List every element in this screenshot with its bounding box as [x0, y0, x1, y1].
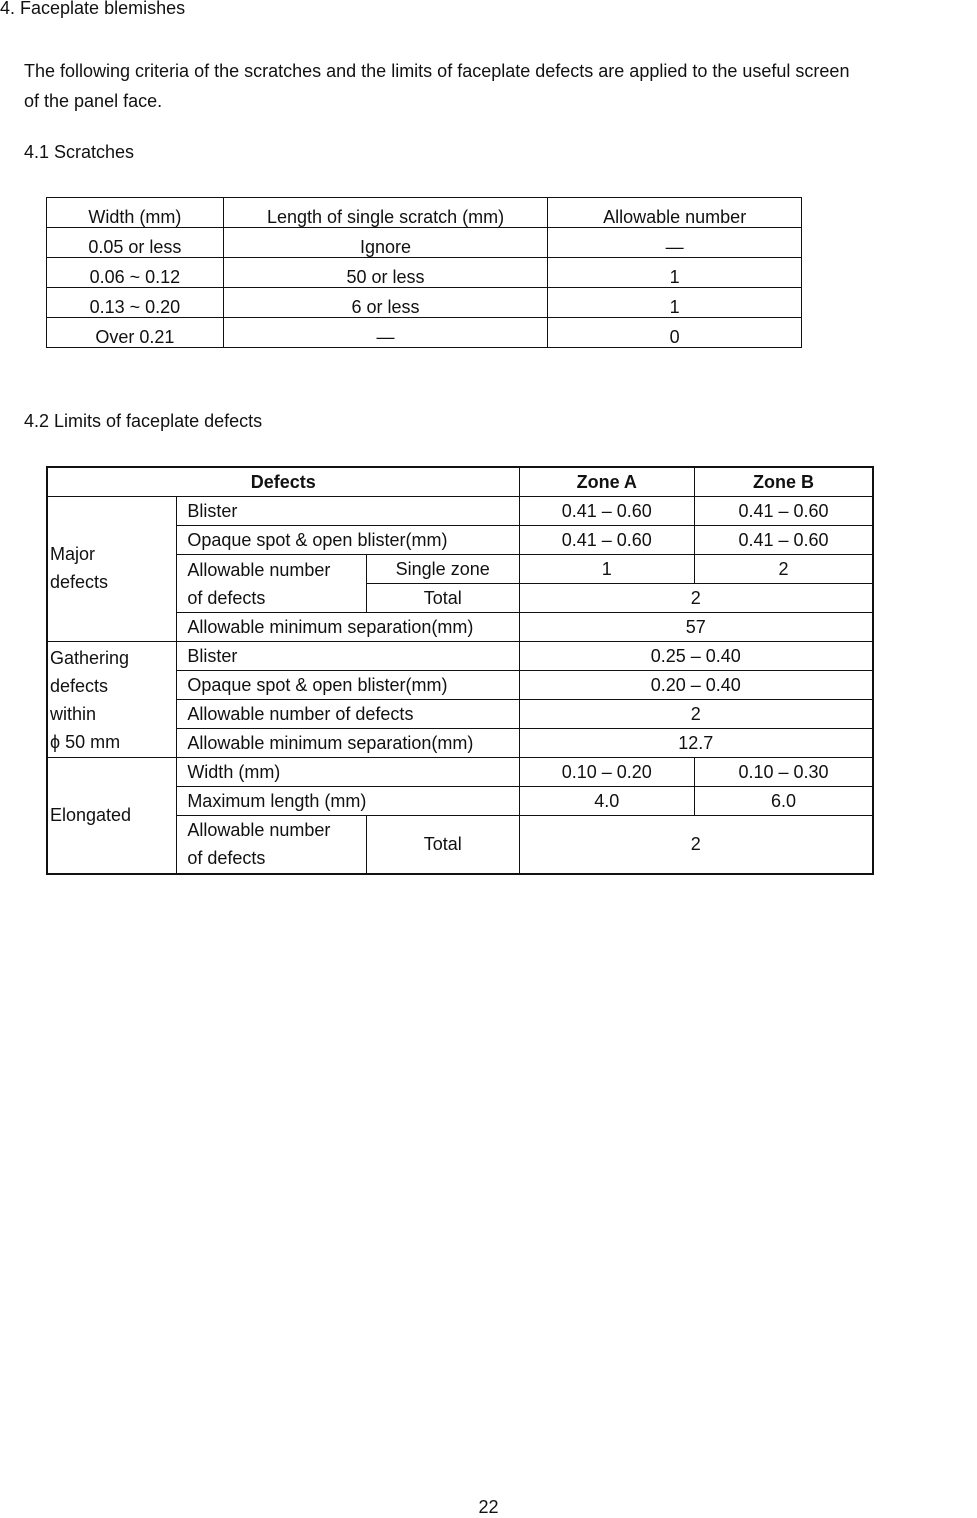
sub-label: Total: [366, 584, 519, 613]
table-cell: 1: [548, 288, 802, 318]
table-header-row: [47, 467, 873, 497]
table-cell: —: [548, 228, 802, 258]
table-cell: 6.0: [694, 787, 873, 816]
scratches-subheading: 4.1 Scratches: [24, 142, 135, 162]
table-cell: 1: [519, 555, 694, 584]
table-row: [47, 288, 802, 318]
table-cell: Over 0.21: [47, 318, 224, 348]
table-cell: 6 or less: [223, 288, 548, 318]
table-cell: 2: [519, 700, 873, 729]
group-elongated: Elongated: [47, 758, 177, 874]
row-label: Width (mm): [177, 758, 519, 787]
table-cell: 0.41 – 0.60: [519, 526, 694, 555]
table-cell: 2: [694, 555, 873, 584]
table-cell: —: [223, 318, 548, 348]
group-label-line: Major: [50, 543, 96, 564]
table-cell: 1: [548, 258, 802, 288]
table-cell: 4.0: [519, 787, 694, 816]
defects-table: [46, 466, 874, 875]
table-cell: 0.25 – 0.40: [519, 642, 873, 671]
header-zone-b: Zone B: [694, 467, 873, 497]
table-cell: 57: [519, 613, 873, 642]
group-label-line: Gathering: [50, 647, 130, 668]
defects-subheading: 4.2 Limits of faceplate defects: [24, 411, 263, 431]
group-label-line: defects: [50, 675, 109, 696]
scratches-table: [46, 197, 802, 348]
intro-line-2: of the panel face.: [24, 91, 163, 111]
row-label: Blister: [177, 497, 519, 526]
row-label: Blister: [177, 642, 519, 671]
row-label: Allowable minimum separation(mm): [177, 729, 519, 758]
group-label-line: defects: [50, 571, 109, 592]
table-row: [47, 258, 802, 288]
label-line: of defects: [187, 587, 266, 608]
table-row: [47, 758, 873, 787]
label-line: Allowable number: [187, 820, 331, 841]
row-label-allowable-number: [177, 555, 367, 613]
group-major-defects: [47, 497, 177, 613]
row-label: Maximum length (mm): [177, 787, 519, 816]
header-zone-a: Zone A: [519, 467, 694, 497]
table-cell: 12.7: [519, 729, 873, 758]
table-cell: 0.20 – 0.40: [519, 671, 873, 700]
table-header-row: [47, 198, 802, 228]
row-label: Allowable minimum separation(mm): [177, 613, 519, 642]
table-cell: Ignore: [223, 228, 548, 258]
page-number: 22: [478, 1497, 499, 1517]
header-cell: Allowable number: [548, 198, 802, 228]
table-row: [47, 318, 802, 348]
table-cell: 2: [519, 816, 873, 874]
table-cell: 2: [519, 584, 873, 613]
group-label-line: ϕ 50 mm: [50, 731, 121, 752]
sub-label: Single zone: [366, 555, 519, 584]
table-cell: 0.41 – 0.60: [694, 526, 873, 555]
row-label-allowable-number: [177, 816, 367, 874]
table-cell: 0.13 ~ 0.20: [47, 288, 224, 318]
table-row: [47, 228, 802, 258]
table-cell: 0: [548, 318, 802, 348]
table-cell: 0.06 ~ 0.12: [47, 258, 224, 288]
table-cell: 0.41 – 0.60: [694, 497, 873, 526]
header-cell: Length of single scratch (mm): [223, 198, 548, 228]
section-heading: 4. Faceplate blemishes: [0, 0, 186, 18]
header-cell: Width (mm): [47, 198, 224, 228]
row-label: Opaque spot & open blister(mm): [177, 671, 519, 700]
group-label-line: within: [50, 703, 97, 724]
label-line: Allowable number: [187, 559, 331, 580]
row-label: Opaque spot & open blister(mm): [177, 526, 519, 555]
table-cell: 0.10 – 0.30: [694, 758, 873, 787]
table-row: [47, 497, 873, 526]
row-label: Allowable number of defects: [177, 700, 519, 729]
table-row: [47, 642, 873, 671]
header-defects: Defects: [47, 467, 519, 497]
table-row: [47, 613, 873, 642]
label-line: of defects: [187, 848, 266, 869]
group-spacer: [47, 613, 177, 642]
intro-line-1: The following criteria of the scratches and the limits of faceplate defects are applied to the useful screen: [24, 61, 850, 81]
group-gathering-defects: [47, 642, 177, 758]
table-cell: 0.10 – 0.20: [519, 758, 694, 787]
table-cell: 0.05 or less: [47, 228, 224, 258]
intro-paragraph: [24, 56, 849, 116]
sub-label: Total: [366, 816, 519, 874]
table-cell: 50 or less: [223, 258, 548, 288]
table-cell: 0.41 – 0.60: [519, 497, 694, 526]
